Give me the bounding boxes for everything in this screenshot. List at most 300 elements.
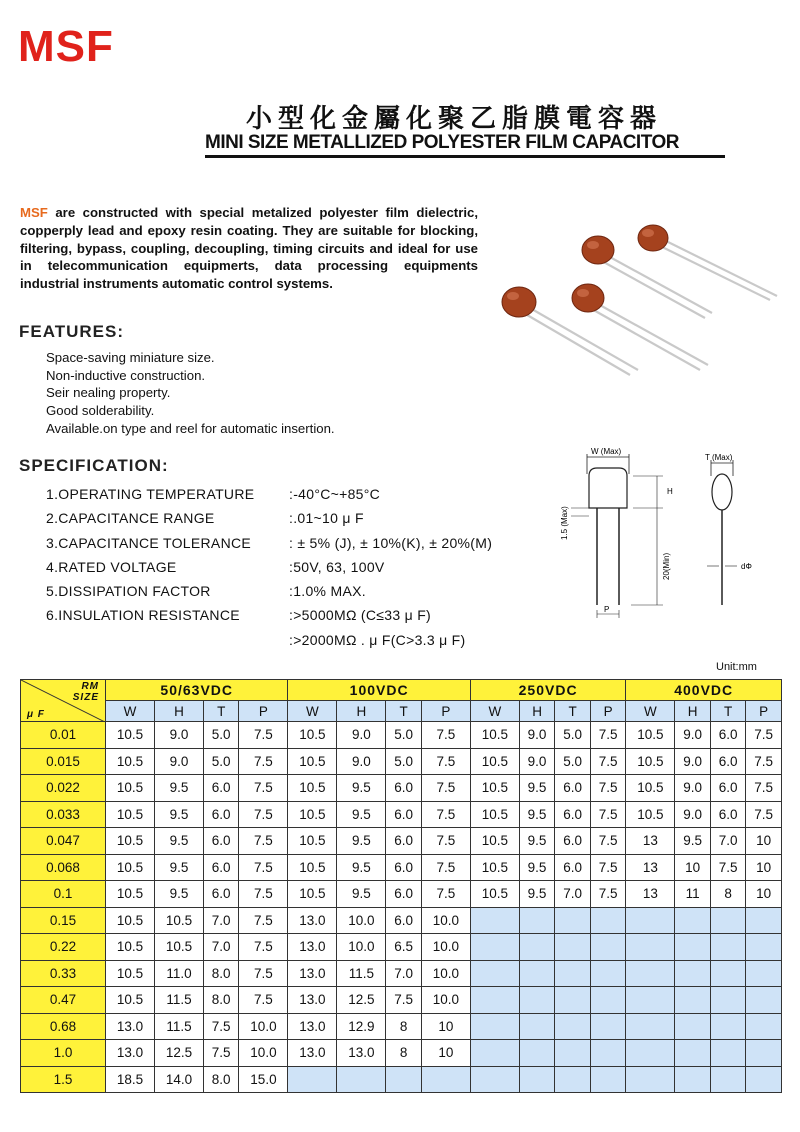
column-header: W (470, 701, 519, 722)
table-subheader-row (21, 701, 782, 722)
table-cell (590, 987, 626, 1014)
table-cell: 10.5 (106, 828, 155, 855)
table-cell: 7.5 (590, 748, 626, 775)
table-cell: 13.0 (288, 960, 337, 987)
table-cell (519, 1040, 555, 1067)
table-cell: 10.5 (470, 722, 519, 749)
table-cell: 10 (421, 1013, 470, 1040)
table-cell (386, 1066, 422, 1093)
table-cell: 5.0 (203, 722, 239, 749)
intro-paragraph (20, 204, 478, 293)
table-cell: 7.5 (421, 748, 470, 775)
page-title: MINI SIZE METALLIZED POLYESTER FILM CAPACITOR (205, 132, 679, 153)
table-cell (555, 907, 591, 934)
table-cell: 8 (710, 881, 746, 908)
intro-text: are constructed with special metalized polyester film dielectric, copperply lead and epoxy resin coating. They are suitable for blocking, filtering, bypass, coupling, decoupling, timing circuits and ideal for use in telecommunication equipmerts, data processing equipments industrial instruments automatic control systems. (20, 205, 478, 292)
feature-item: Good solderability. (46, 403, 155, 419)
table-cell (746, 1013, 782, 1040)
table-cell: 10.5 (288, 801, 337, 828)
table-cell: 10.5 (106, 987, 155, 1014)
column-header: T (710, 701, 746, 722)
drawing-t-label: T (Max) (705, 453, 733, 462)
table-cell (710, 907, 746, 934)
table-row (21, 1013, 782, 1040)
table-cell: 10.5 (470, 854, 519, 881)
table-cell: 7.5 (746, 722, 782, 749)
table-cell: 12.5 (337, 987, 386, 1014)
table-cell: 9.0 (337, 722, 386, 749)
table-cell: 10.5 (106, 907, 155, 934)
table-cell (746, 1066, 782, 1093)
table-cell: 10.0 (239, 1040, 288, 1067)
table-cell: 6.0 (386, 801, 422, 828)
table-cell: 9.0 (519, 748, 555, 775)
table-cell: 7.5 (590, 801, 626, 828)
voltage-group-header: 250VDC (470, 680, 626, 701)
table-cell: 7.5 (239, 801, 288, 828)
table-cell: 10.5 (288, 881, 337, 908)
table-cell: 8.0 (203, 960, 239, 987)
table-cell: 6.0 (555, 828, 591, 855)
table-cell (746, 907, 782, 934)
table-row (21, 828, 782, 855)
table-cell: 10 (421, 1040, 470, 1067)
table-cell: 10.0 (421, 960, 470, 987)
spec-value: :>2000MΩ . μ F(C>3.3 μ F) (289, 631, 466, 648)
capacitance-cell: 0.033 (21, 801, 106, 828)
table-cell: 10.5 (626, 775, 675, 802)
table-cell: 13 (626, 881, 675, 908)
table-cell: 12.5 (154, 1040, 203, 1067)
table-cell: 7.5 (386, 987, 422, 1014)
drawing-h-label: H (667, 487, 673, 496)
table-cell: 13.0 (288, 1013, 337, 1040)
column-header: P (746, 701, 782, 722)
table-cell: 9.0 (154, 748, 203, 775)
spec-value: :1.0% MAX. (289, 583, 366, 600)
table-cell: 9.0 (675, 722, 711, 749)
table-cell: 6.0 (710, 722, 746, 749)
feature-item: Seir nealing property. (46, 385, 171, 401)
page-title-chinese: 小型化金屬化聚乙脂膜電容器 (246, 104, 663, 134)
table-cell: 7.0 (555, 881, 591, 908)
feature-item: Available.on type and reel for automatic insertion. (46, 420, 335, 436)
table-cell: 7.5 (239, 987, 288, 1014)
table-cell (675, 1013, 711, 1040)
corner-uf-label: μ F (27, 709, 45, 720)
spec-label: 4.RATED VOLTAGE (46, 558, 177, 575)
table-cell: 6.0 (386, 881, 422, 908)
table-cell: 9.5 (337, 881, 386, 908)
table-cell (710, 934, 746, 961)
table-cell (519, 1013, 555, 1040)
column-header: W (626, 701, 675, 722)
drawing-length-label: 20(Min) (662, 552, 671, 580)
table-cell: 5.0 (555, 748, 591, 775)
table-cell: 7.5 (590, 854, 626, 881)
table-cell: 7.5 (746, 748, 782, 775)
table-cell: 6.0 (555, 801, 591, 828)
table-cell: 9.5 (519, 881, 555, 908)
column-header: T (203, 701, 239, 722)
capacitance-cell: 1.5 (21, 1066, 106, 1093)
table-row (21, 881, 782, 908)
table-cell: 6.0 (203, 801, 239, 828)
brand-logo: MSF (18, 22, 114, 71)
table-cell: 7.0 (203, 934, 239, 961)
drawing-lead-label: 1.5 (Max) (560, 506, 569, 540)
table-cell (470, 1040, 519, 1067)
column-header: W (288, 701, 337, 722)
table-cell: 7.5 (590, 881, 626, 908)
table-cell: 9.0 (675, 801, 711, 828)
table-cell (590, 907, 626, 934)
table-cell (746, 934, 782, 961)
table-cell: 7.5 (239, 960, 288, 987)
table-cell: 10.5 (288, 828, 337, 855)
capacitor-photo (490, 220, 790, 400)
table-cell: 10.0 (337, 934, 386, 961)
column-header: H (154, 701, 203, 722)
table-cell (555, 934, 591, 961)
table-cell: 11 (675, 881, 711, 908)
table-cell: 7.5 (239, 748, 288, 775)
table-cell (626, 934, 675, 961)
table-cell (675, 1040, 711, 1067)
table-cell: 13.0 (288, 1040, 337, 1067)
table-cell: 13.0 (106, 1040, 155, 1067)
drawing-d-label: dΦ (741, 562, 752, 571)
table-cell (555, 987, 591, 1014)
table-cell: 6.0 (203, 775, 239, 802)
table-cell: 6.0 (203, 828, 239, 855)
table-cell: 6.5 (386, 934, 422, 961)
table-cell: 7.5 (590, 828, 626, 855)
table-cell: 11.5 (154, 987, 203, 1014)
drawing-p-label: P (604, 605, 610, 614)
table-cell (590, 934, 626, 961)
table-cell: 11.5 (154, 1013, 203, 1040)
table-cell: 10.5 (154, 934, 203, 961)
table-cell: 11.0 (154, 960, 203, 987)
dimension-table (20, 679, 782, 1093)
table-cell (555, 960, 591, 987)
table-cell (470, 934, 519, 961)
capacitance-cell: 0.015 (21, 748, 106, 775)
table-row (21, 960, 782, 987)
corner-rm-label: RM (81, 681, 99, 692)
column-header: T (386, 701, 422, 722)
table-cell (675, 987, 711, 1014)
feature-item: Non-inductive construction. (46, 367, 206, 383)
table-cell: 11.5 (337, 960, 386, 987)
table-cell: 7.5 (421, 801, 470, 828)
table-cell (675, 1066, 711, 1093)
table-row (21, 1066, 782, 1093)
table-cell: 10.5 (106, 934, 155, 961)
table-cell (746, 1040, 782, 1067)
table-row (21, 854, 782, 881)
table-cell: 9.0 (154, 722, 203, 749)
table-row (21, 907, 782, 934)
column-header: W (106, 701, 155, 722)
capacitance-cell: 1.0 (21, 1040, 106, 1067)
table-cell: 7.5 (421, 854, 470, 881)
table-cell: 9.5 (519, 775, 555, 802)
features-list (46, 349, 335, 438)
table-cell (746, 987, 782, 1014)
table-cell: 10.5 (106, 775, 155, 802)
table-cell: 7.0 (710, 828, 746, 855)
spec-label: 6.INSULATION RESISTANCE (46, 607, 240, 624)
table-cell: 9.5 (154, 881, 203, 908)
table-cell: 6.0 (386, 854, 422, 881)
table-cell: 18.5 (106, 1066, 155, 1093)
table-cell: 10.0 (239, 1013, 288, 1040)
table-cell (626, 907, 675, 934)
table-cell (555, 1066, 591, 1093)
dimension-drawing (545, 440, 775, 620)
table-cell: 13.0 (288, 934, 337, 961)
table-cell (555, 1040, 591, 1067)
table-cell (710, 1040, 746, 1067)
table-cell: 7.5 (239, 775, 288, 802)
table-cell (710, 960, 746, 987)
capacitance-cell: 0.33 (21, 960, 106, 987)
table-cell: 7.5 (421, 775, 470, 802)
table-cell: 8.0 (203, 987, 239, 1014)
table-cell: 9.5 (519, 854, 555, 881)
table-cell: 10.0 (421, 934, 470, 961)
table-cell: 9.5 (337, 801, 386, 828)
table-row (21, 775, 782, 802)
table-cell (519, 1066, 555, 1093)
column-header: H (675, 701, 711, 722)
voltage-group-header: 50/63VDC (106, 680, 288, 701)
drawing-w-label: W (Max) (591, 447, 622, 456)
table-cell: 10.5 (470, 748, 519, 775)
table-cell: 13.0 (288, 907, 337, 934)
table-cell: 6.0 (555, 854, 591, 881)
table-cell: 7.5 (590, 775, 626, 802)
specification-title: SPECIFICATION: (19, 456, 169, 475)
table-cell (626, 987, 675, 1014)
table-cell: 9.5 (337, 854, 386, 881)
table-row (21, 1040, 782, 1067)
table-cell (519, 934, 555, 961)
capacitance-cell: 0.047 (21, 828, 106, 855)
capacitance-cell: 0.1 (21, 881, 106, 908)
voltage-group-header: 400VDC (626, 680, 782, 701)
table-cell: 9.5 (675, 828, 711, 855)
table-cell: 8.0 (203, 1066, 239, 1093)
table-cell: 7.5 (710, 854, 746, 881)
table-cell: 10.5 (626, 722, 675, 749)
table-cell: 9.5 (519, 828, 555, 855)
table-cell: 6.0 (710, 748, 746, 775)
column-header: P (590, 701, 626, 722)
table-cell: 10 (675, 854, 711, 881)
table-cell (470, 960, 519, 987)
table-cell: 7.5 (421, 828, 470, 855)
table-cell: 15.0 (239, 1066, 288, 1093)
table-cell (590, 960, 626, 987)
table-cell (710, 1066, 746, 1093)
table-cell (626, 1040, 675, 1067)
table-cell (590, 1066, 626, 1093)
table-cell: 9.5 (154, 854, 203, 881)
table-cell (626, 1066, 675, 1093)
capacitance-cell: 0.068 (21, 854, 106, 881)
table-cell: 10.5 (626, 748, 675, 775)
table-row (21, 987, 782, 1014)
table-cell: 7.5 (421, 722, 470, 749)
capacitance-cell: 0.15 (21, 907, 106, 934)
table-cell: 9.0 (519, 722, 555, 749)
table-cell: 14.0 (154, 1066, 203, 1093)
table-cell: 10.5 (154, 907, 203, 934)
column-header: P (421, 701, 470, 722)
spec-value: :>5000MΩ (C≤33 μ F) (289, 607, 432, 624)
table-cell: 13 (626, 828, 675, 855)
table-cell: 10.0 (337, 907, 386, 934)
table-row (21, 722, 782, 749)
intro-keyword: MSF (20, 205, 48, 220)
table-cell: 7.5 (239, 907, 288, 934)
table-cell: 10.5 (470, 881, 519, 908)
table-cell (470, 1066, 519, 1093)
table-cell (590, 1013, 626, 1040)
spec-label: 1.OPERATING TEMPERATURE (46, 486, 255, 502)
table-cell: 10.5 (106, 960, 155, 987)
table-cell: 10 (746, 854, 782, 881)
table-cell: 7.5 (239, 934, 288, 961)
table-cell: 7.5 (746, 801, 782, 828)
table-cell: 9.0 (337, 748, 386, 775)
table-cell: 10.5 (288, 722, 337, 749)
spec-label: 2.CAPACITANCE RANGE (46, 510, 215, 527)
table-cell: 9.5 (337, 775, 386, 802)
table-cell: 13.0 (106, 1013, 155, 1040)
table-cell: 13.0 (337, 1040, 386, 1067)
table-cell: 9.5 (519, 801, 555, 828)
table-row (21, 748, 782, 775)
column-header: H (519, 701, 555, 722)
table-cell (675, 960, 711, 987)
table-cell: 10.5 (106, 801, 155, 828)
table-cell: 7.5 (239, 828, 288, 855)
table-cell (626, 1013, 675, 1040)
table-cell: 13.0 (288, 987, 337, 1014)
table-cell: 7.5 (746, 775, 782, 802)
table-cell: 10 (746, 881, 782, 908)
table-cell: 6.0 (386, 828, 422, 855)
table-cell (555, 1013, 591, 1040)
table-cell: 7.5 (239, 881, 288, 908)
table-cell: 9.5 (337, 828, 386, 855)
table-cell: 5.0 (386, 722, 422, 749)
table-cell: 10.0 (421, 907, 470, 934)
table-cell: 9.5 (154, 775, 203, 802)
unit-label: Unit:mm (716, 661, 757, 673)
feature-item: Space-saving miniature size. (46, 350, 215, 365)
table-cell: 10.5 (106, 748, 155, 775)
table-cell (337, 1066, 386, 1093)
column-header: P (239, 701, 288, 722)
table-cell: 8 (386, 1040, 422, 1067)
table-cell (470, 1013, 519, 1040)
column-header: H (337, 701, 386, 722)
table-cell: 10.5 (106, 722, 155, 749)
capacitance-cell: 0.47 (21, 987, 106, 1014)
table-cell (519, 907, 555, 934)
table-cell: 10.5 (470, 775, 519, 802)
table-cell (470, 907, 519, 934)
table-cell: 7.5 (203, 1040, 239, 1067)
table-row (21, 934, 782, 961)
features-title: FEATURES: (19, 322, 125, 341)
table-cell: 7.5 (203, 1013, 239, 1040)
table-cell: 9.0 (675, 748, 711, 775)
table-cell: 10.5 (626, 801, 675, 828)
table-cell: 9.5 (154, 828, 203, 855)
table-cell (675, 907, 711, 934)
table-cell (421, 1066, 470, 1093)
voltage-group-header: 100VDC (288, 680, 470, 701)
table-cell: 7.0 (203, 907, 239, 934)
table-cell: 6.0 (386, 907, 422, 934)
table-cell: 13 (626, 854, 675, 881)
table-cell: 7.0 (386, 960, 422, 987)
table-cell: 9.0 (675, 775, 711, 802)
capacitance-cell: 0.22 (21, 934, 106, 961)
table-cell: 7.5 (239, 854, 288, 881)
table-cell (710, 1013, 746, 1040)
spec-label: 5.DISSIPATION FACTOR (46, 583, 211, 600)
table-cell: 10.0 (421, 987, 470, 1014)
table-cell: 8 (386, 1013, 422, 1040)
table-cell: 10.5 (106, 854, 155, 881)
table-row (21, 801, 782, 828)
corner-size-label: SIZE (72, 692, 99, 703)
capacitance-cell: 0.022 (21, 775, 106, 802)
table-cell: 6.0 (203, 854, 239, 881)
spec-value: : ± 5% (J), ± 10%(K), ± 20%(M) (289, 534, 493, 551)
table-cell: 7.5 (590, 722, 626, 749)
table-cell (710, 987, 746, 1014)
table-cell: 6.0 (555, 775, 591, 802)
table-cell: 10 (746, 828, 782, 855)
table-cell: 10.5 (106, 881, 155, 908)
table-cell (746, 960, 782, 987)
column-header: T (555, 701, 591, 722)
table-cell: 6.0 (710, 775, 746, 802)
table-cell (470, 987, 519, 1014)
table-cell (626, 960, 675, 987)
table-cell: 10.5 (288, 854, 337, 881)
table-cell (519, 987, 555, 1014)
spec-label: 3.CAPACITANCE TOLERANCE (46, 534, 252, 551)
table-cell: 9.5 (154, 801, 203, 828)
spec-value: :.01~10 μ F (289, 510, 364, 527)
table-cell: 7.5 (239, 722, 288, 749)
table-cell: 5.0 (203, 748, 239, 775)
table-cell: 7.5 (421, 881, 470, 908)
capacitance-cell: 0.01 (21, 722, 106, 749)
table-header-row (21, 680, 782, 701)
table-cell (519, 960, 555, 987)
spec-value: :50V, 63, 100V (289, 558, 385, 575)
